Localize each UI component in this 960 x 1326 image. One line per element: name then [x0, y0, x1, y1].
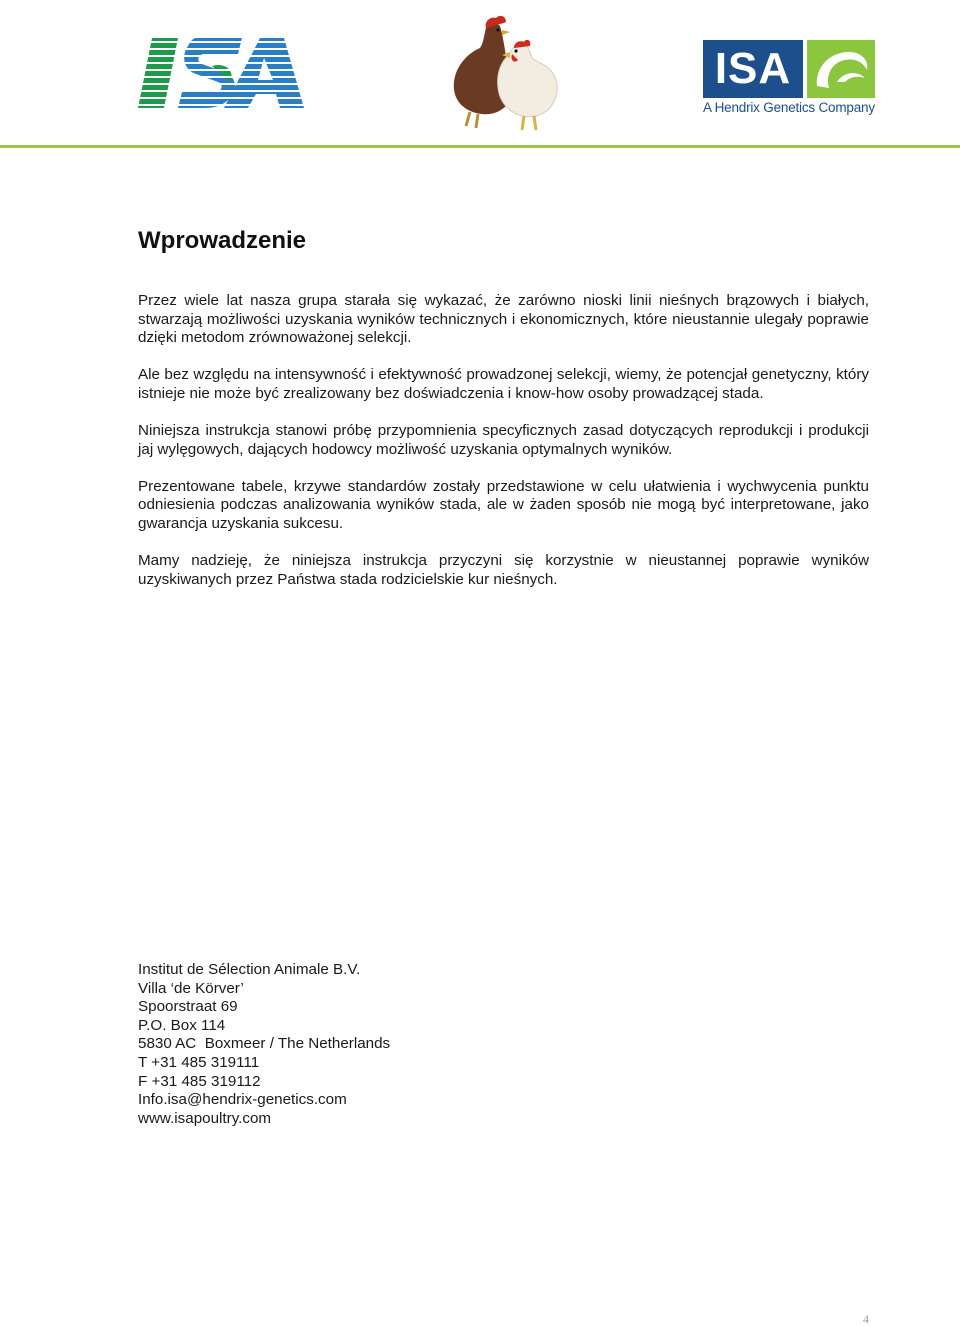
page-number: 4: [863, 1312, 869, 1326]
address-city-country: 5830 AC Boxmeer / The Netherlands: [138, 1035, 391, 1053]
isa-wordmark: ISA: [714, 44, 792, 93]
paragraph-list: [138, 292, 869, 589]
address-company-name: Institut de Sélection Animale B.V.: [138, 961, 361, 978]
address-fax: F +31 485 319112: [138, 1072, 261, 1090]
paragraph: Ale bez względu na intensywność i efektywność prowadzonej selekcji, wiemy, że potencjał genetyczny, który istnieje nie może być zrealizowany bez doświadczenia i know-how osoby prowadzącej stada.: [138, 366, 869, 402]
isa-wordmark-box: [703, 40, 803, 98]
header-divider: [0, 145, 960, 148]
paragraph: Prezentowane tabele, krzywe standardów zostały przedstawione w celu ułatwienia i wychwycenia punktu odniesienia podczas analizowania wyników stada, ale w żaden sposób nie mogą być interpretowane, jako gwarancja uzyskania sukcesu.: [138, 477, 869, 532]
hendrix-genetics-logo: [703, 40, 875, 120]
hendrix-swoosh-box: [807, 40, 875, 98]
company-address: [138, 961, 538, 1128]
company-tagline: A Hendrix Genetics Company: [703, 100, 875, 115]
isa-logo: [138, 36, 304, 110]
address-street: Spoorstraat 69: [138, 998, 238, 1016]
address-po-box: P.O. Box 114: [138, 1016, 226, 1034]
address-building: Villa ‘de Körver’: [138, 979, 244, 997]
address-phone: T +31 485 319111: [138, 1053, 260, 1071]
page-header: [0, 0, 960, 150]
address-website: www.isapoultry.com: [138, 1109, 272, 1127]
page-title: Wprowadzenie: [138, 227, 307, 254]
paragraph: Niniejsza instrukcja stanowi próbę przypomnienia specyficznych zasad dotyczących reprodukcji i produkcji jaj wylęgowych, dających hodowcy możliwość uzyskania optymalnych wyników.: [138, 421, 869, 458]
document-body: [138, 225, 869, 608]
paragraph: Przez wiele lat nasza grupa starała się wykazać, że zarówno nioski linii nieśnych brązowych i białych, stwarzają możliwości uzyskania wyników technicznych i ekonomicznych, które nieustannie ulegały poprawie dzięki metodom zrównoważonej selekcji.: [138, 292, 869, 347]
chickens-image: [440, 8, 564, 132]
address-email: Info.isa@hendrix-genetics.com: [138, 1091, 347, 1109]
swoosh-icon: [807, 40, 875, 98]
paragraph: Mamy nadzieję, że niniejsza instrukcja przyczyni się korzystnie w nieustannej poprawie wyników uzyskiwanych przez Państwa stada rodzicielskie kur nieśnych.: [138, 551, 869, 588]
